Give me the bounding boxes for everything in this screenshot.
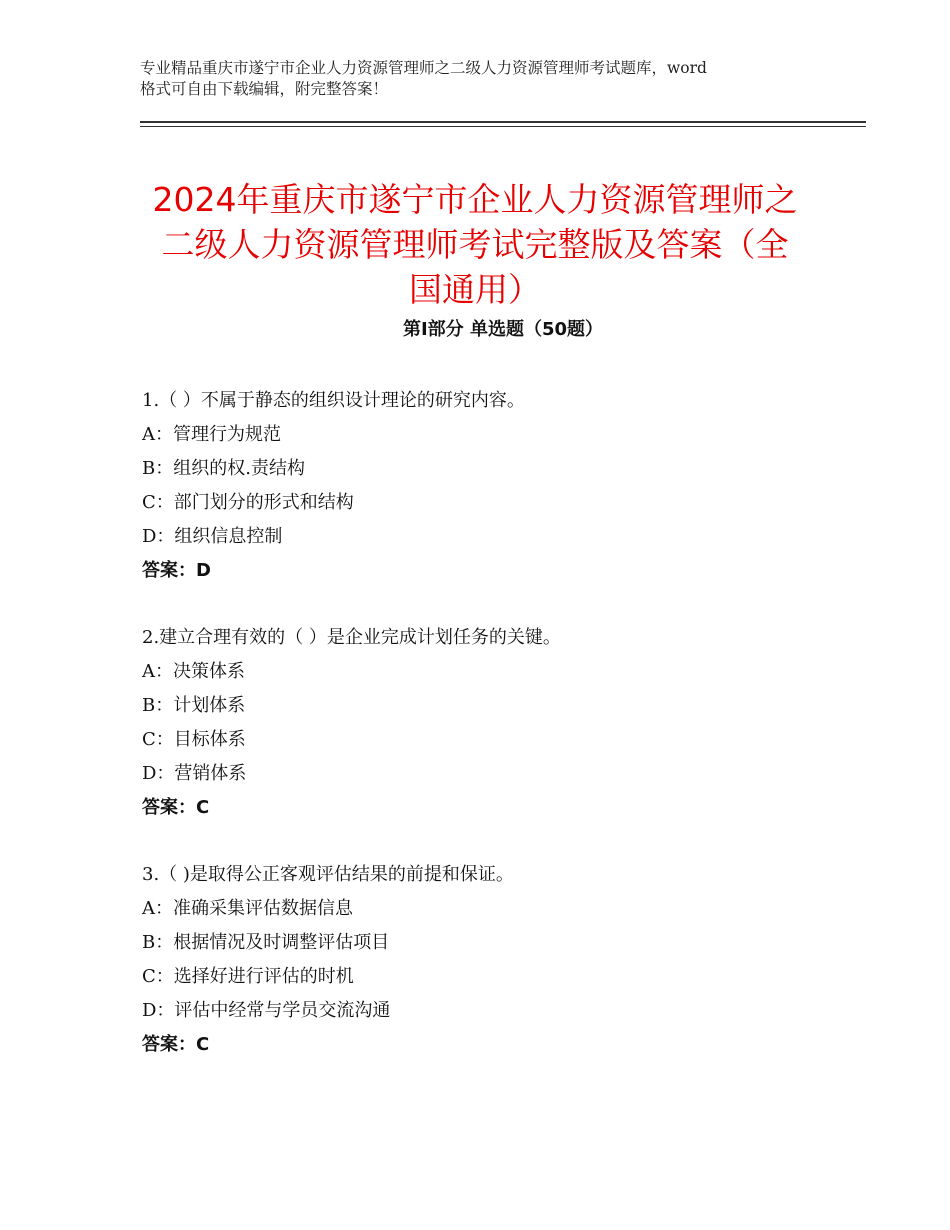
header-note-line-2: 格式可自由下载编辑，附完整答案！: [140, 80, 389, 98]
option-d: D：营销体系: [142, 763, 247, 784]
question-3: [142, 858, 842, 1062]
option-a: A：准确采集评估数据信息: [142, 898, 353, 919]
option-b: B：根据情况及时调整评估项目: [142, 932, 390, 953]
answer-line: 答案：D: [142, 560, 211, 581]
question-2: [142, 621, 842, 825]
question-list: [142, 384, 842, 1095]
question-stem: 2.建立合理有效的（ ）是企业完成计划任务的关键。: [142, 627, 561, 648]
option-a: A：决策体系: [142, 661, 245, 682]
header-divider-thin: [140, 126, 866, 127]
section-heading: 第Ⅰ部分 单选题（50题）: [402, 319, 603, 340]
option-c: C：部门划分的形式和结构: [142, 492, 354, 513]
option-d: D：评估中经常与学员交流沟通: [142, 1000, 391, 1021]
option-c: C：选择好进行评估的时机: [142, 966, 354, 987]
question-stem: 3.（ )是取得公正客观评估结果的前提和保证。: [142, 864, 514, 885]
document-title: [130, 177, 820, 312]
title-line-2: 二级人力资源管理师考试完整版及答案（全: [161, 225, 789, 265]
option-b: B：组织的权.责结构: [142, 458, 305, 479]
document-header-note: [140, 58, 830, 100]
question-1: [142, 384, 842, 588]
title-line-1: 2024年重庆市遂宁市企业人力资源管理师之: [152, 180, 798, 220]
answer-line: 答案：C: [142, 797, 210, 818]
option-b: B：计划体系: [142, 695, 246, 716]
header-divider-thick: [140, 121, 866, 123]
option-d: D：组织信息控制: [142, 526, 283, 547]
question-stem: 1.（ ）不属于静态的组织设计理论的研究内容。: [142, 390, 525, 411]
title-line-3: 国通用）: [409, 270, 541, 310]
option-a: A：管理行为规范: [142, 424, 281, 445]
option-c: C：目标体系: [142, 729, 246, 750]
header-note-line-1: 专业精品重庆市遂宁市企业人力资源管理师之二级人力资源管理师考试题库，word: [140, 59, 707, 77]
answer-line: 答案：C: [142, 1034, 210, 1055]
